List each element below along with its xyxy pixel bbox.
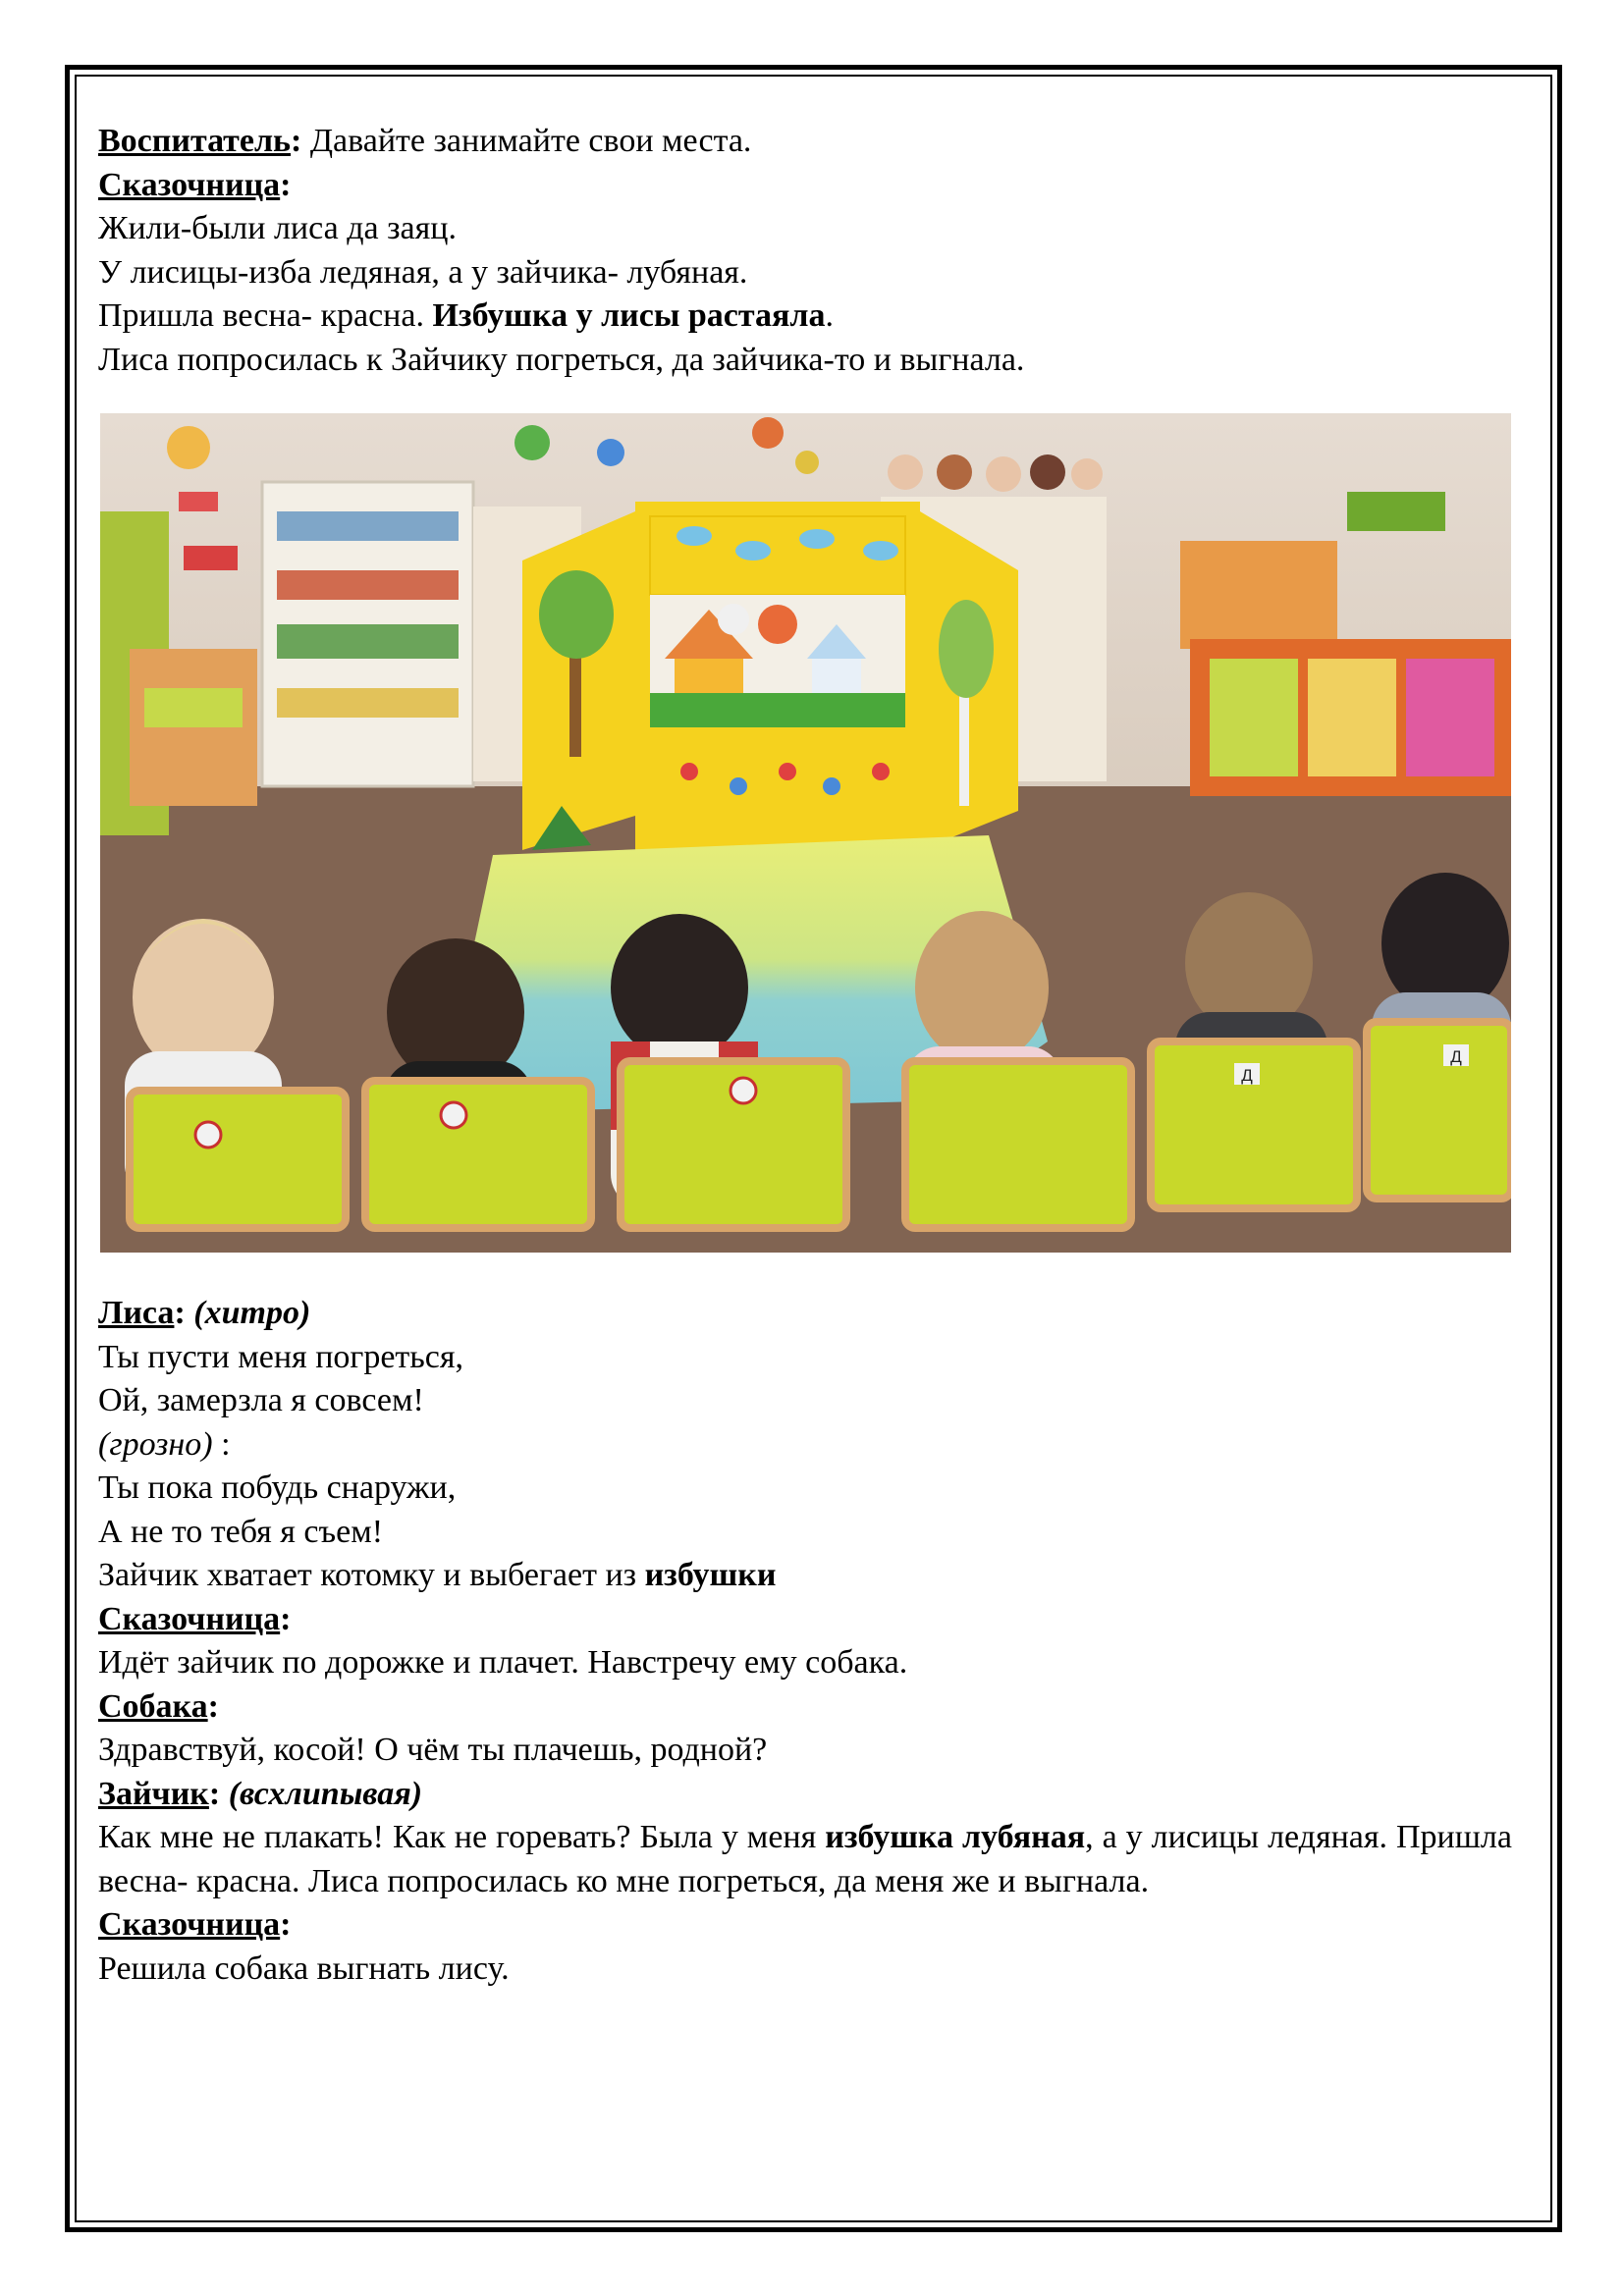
line-fox — [98, 1292, 1512, 1336]
fox-line-1: Ты пусти меня погреться, — [98, 1338, 464, 1375]
line-hare — [98, 1773, 1512, 1817]
narration-line-1: Жили-были лиса да заяц. — [98, 210, 457, 246]
direction-hare: (всхлипывая) — [228, 1775, 423, 1812]
speaker-hare: Зайчик — [98, 1775, 209, 1812]
fox-line-3: Ты пока побудь снаружи, — [98, 1469, 457, 1506]
speaker-dog: Собака — [98, 1687, 208, 1725]
narration-line-4: Лиса попросилась к Зайчику погреться, да зайчика-то и выгнала. — [98, 341, 1025, 378]
line-dog — [98, 1685, 1512, 1730]
dog-text: Здравствуй, косой! О чём ты плачешь, родной? — [98, 1732, 768, 1768]
narration-line-3-start: Пришла весна- красна. — [98, 297, 433, 334]
colon: : — [280, 1906, 292, 1943]
narration-line-3-end: . — [825, 297, 834, 334]
narrator-2-text: Идёт зайчик по дорожке и плачет. Навстречу ему собака. — [98, 1644, 908, 1681]
chair-label-2: Д — [1450, 1047, 1462, 1066]
speaker-teacher: Воспитатель — [98, 123, 292, 159]
fox-line-2: Ой, замерзла я совсем! — [98, 1382, 424, 1418]
action-bold: избушки — [644, 1557, 777, 1593]
colon: : — [174, 1295, 194, 1331]
speaker-fox: Лиса — [98, 1295, 175, 1331]
direction-fox: (хитро) — [193, 1295, 311, 1331]
narrator-3-text: Решила собака выгнать лису. — [98, 1949, 510, 1987]
direction-fox-2-tail: : — [212, 1425, 231, 1463]
puppet-theatre-photo — [100, 413, 1511, 1253]
line-narrator — [98, 164, 1512, 208]
hare-text-end: , а у лисицы ледяная. Пришла весна- красна. Лиса попросилась ко мне погреться, да меня же и выгнала. — [98, 1819, 1512, 1899]
document-body — [98, 120, 1512, 1991]
speaker-narrator-3: Сказочница — [98, 1906, 281, 1943]
hare-text-start: Как мне не плакать! Как не горевать? Была у меня — [98, 1819, 826, 1855]
line-narrator-3 — [98, 1903, 1512, 1948]
colon: : — [291, 123, 302, 159]
narration-line-2: У лисицы-изба ледяная, а у зайчика- лубяная. — [98, 253, 748, 291]
colon: : — [207, 1687, 219, 1725]
narration-line-3 — [98, 294, 1512, 339]
chair-label-1: Д — [1241, 1066, 1253, 1085]
colon: : — [280, 1600, 292, 1637]
colon: : — [208, 1775, 229, 1812]
fox-direction-2 — [98, 1423, 1512, 1468]
fox-line-4: А не то тебя я съем! — [98, 1513, 384, 1550]
line-teacher — [98, 120, 1512, 164]
speaker-narrator: Сказочница — [98, 166, 281, 203]
hare-text-bold: избушка лубяная — [825, 1819, 1086, 1855]
speaker-narrator-2: Сказочница — [98, 1600, 281, 1637]
direction-fox-2: (грозно) — [98, 1425, 213, 1463]
line-narrator-2 — [98, 1598, 1512, 1642]
colon: : — [280, 166, 292, 203]
narration-line-3-bold: Избушка у лисы растаяла — [432, 297, 826, 334]
action-line — [98, 1554, 1512, 1598]
teacher-text: Давайте занимайте свои места. — [301, 123, 752, 159]
hare-paragraph — [98, 1816, 1512, 1903]
action-start: Зайчик хватает котомку и выбегает из — [98, 1557, 645, 1593]
